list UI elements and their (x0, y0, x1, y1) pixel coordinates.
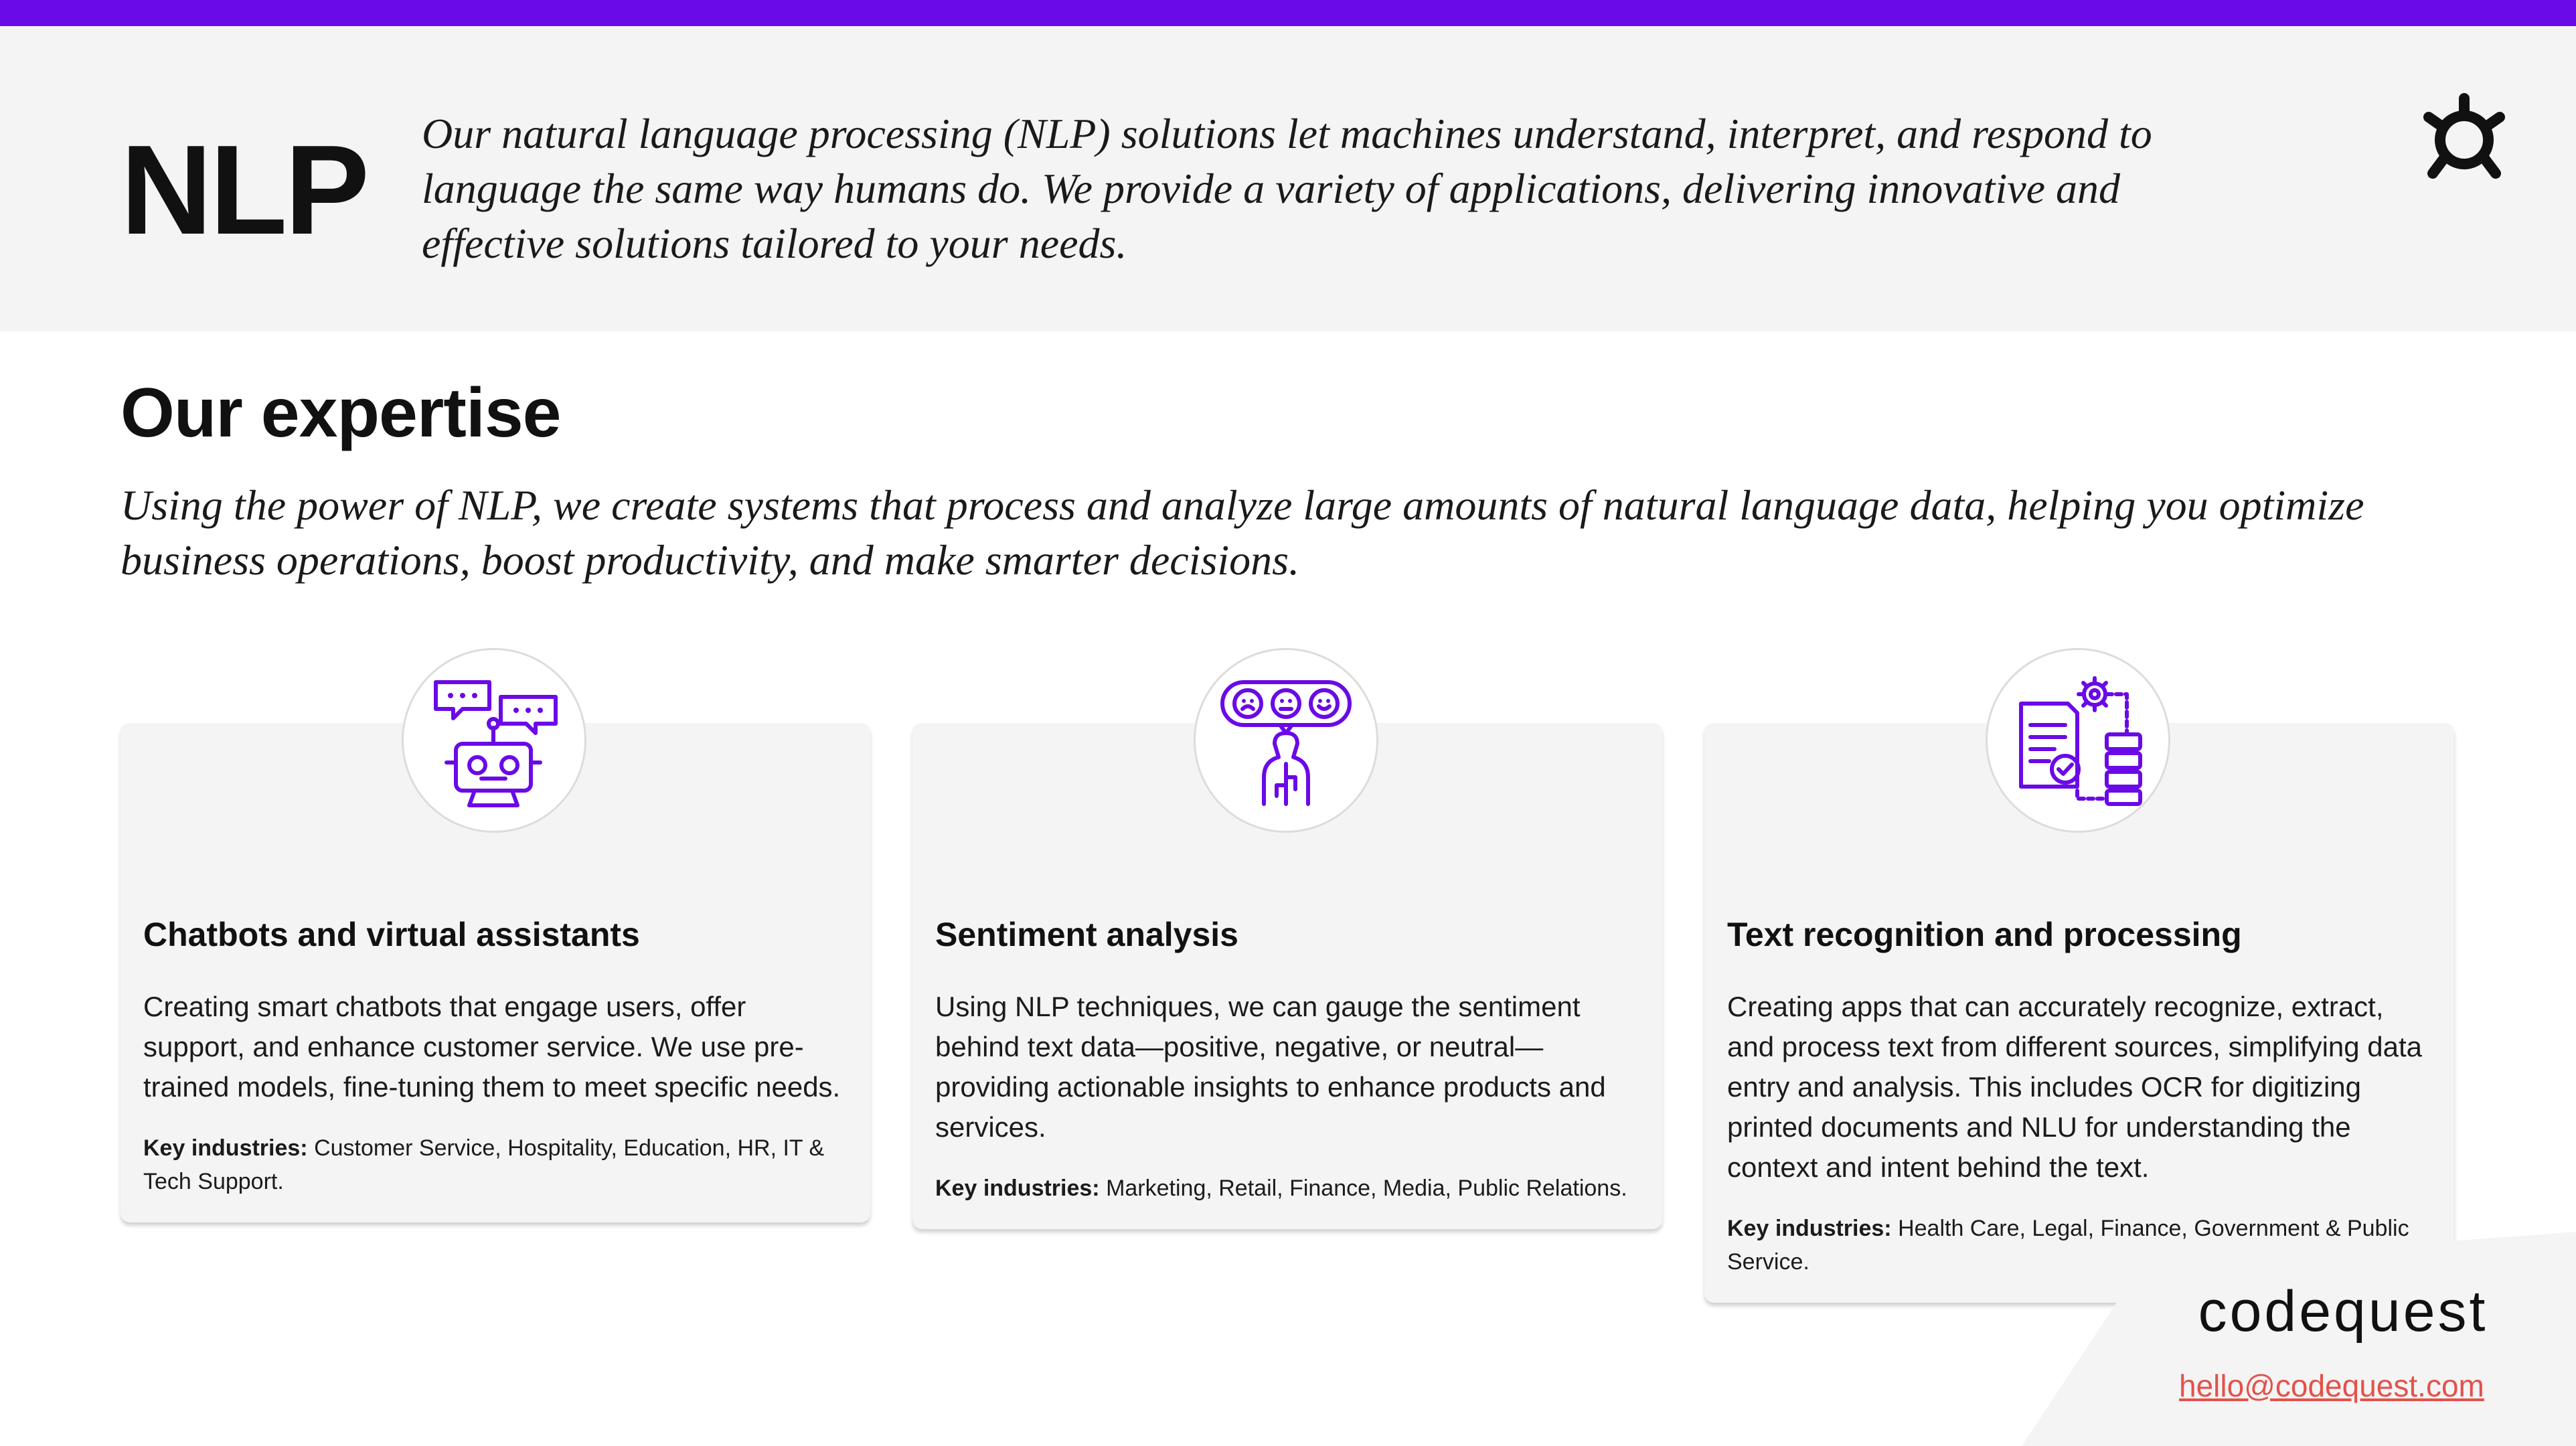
service-card-sentiment (912, 723, 1662, 1229)
industries-label: Key industries: (143, 1135, 308, 1161)
expertise-title: Our expertise (120, 374, 561, 452)
codequest-mark-icon (2421, 88, 2508, 188)
service-card-text-recognition (1704, 723, 2454, 1303)
card-icon-circle (1194, 648, 1378, 833)
hero-description: Our natural language processing (NLP) solutions let machines understand, interpret, and respond to language the same way humans do. We provide a variety of applications, delivering innovative and effective solutions tailored to your needs. (422, 110, 2152, 267)
page-title: NLP (120, 119, 367, 261)
card-title: Text recognition and processing (1727, 916, 2242, 953)
document-processing-icon (2008, 670, 2148, 811)
contact-email-link[interactable]: hello@codequest.com (2179, 1368, 2484, 1403)
card-title: Chatbots and virtual assistants (143, 916, 640, 953)
card-industries (935, 1172, 1639, 1205)
industries-list: Health Care, Legal, Finance, Government & Public Service. (1727, 1216, 2409, 1275)
industries-list: Customer Service, Hospitality, Education, HR, IT & Tech Support. (143, 1135, 825, 1194)
service-card-chatbots (120, 723, 870, 1222)
card-industries (143, 1131, 848, 1198)
card-description: Creating smart chatbots that engage users, offer support, and enhance customer service. We use pre-trained models, fine-tuning them to meet specific needs. (143, 991, 841, 1103)
sentiment-faces-icon (1216, 670, 1356, 811)
chatbot-robot-icon (424, 670, 564, 811)
top-accent-bar (0, 0, 2576, 26)
card-icon-circle (402, 648, 586, 833)
card-icon-circle (1986, 648, 2170, 833)
industries-label: Key industries: (935, 1176, 1100, 1201)
hero-section (0, 26, 2576, 331)
expertise-description: Using the power of NLP, we create systems that process and analyze large amounts of natural language data, helping you optimize business operations, boost productivity, and make smarter decisions. (120, 481, 2364, 584)
industries-label: Key industries: (1727, 1216, 1892, 1241)
card-title: Sentiment analysis (935, 916, 1238, 953)
card-description: Creating apps that can accurately recognize, extract, and process text from different sources, simplifying data entry and analysis. This includes OCR for digitizing printed documents and NLU for understanding the context and intent behind the text. (1727, 991, 2423, 1183)
codequest-logo (2156, 1285, 2530, 1352)
industries-list: Marketing, Retail, Finance, Media, Public Relations. (1099, 1176, 1627, 1201)
logo-wordmark: codequest (2198, 1285, 2488, 1344)
card-description: Using NLP techniques, we can gauge the sentiment behind text data—positive, negative, or neutral—providing actionable insights to enhance products and services. (935, 991, 1606, 1143)
